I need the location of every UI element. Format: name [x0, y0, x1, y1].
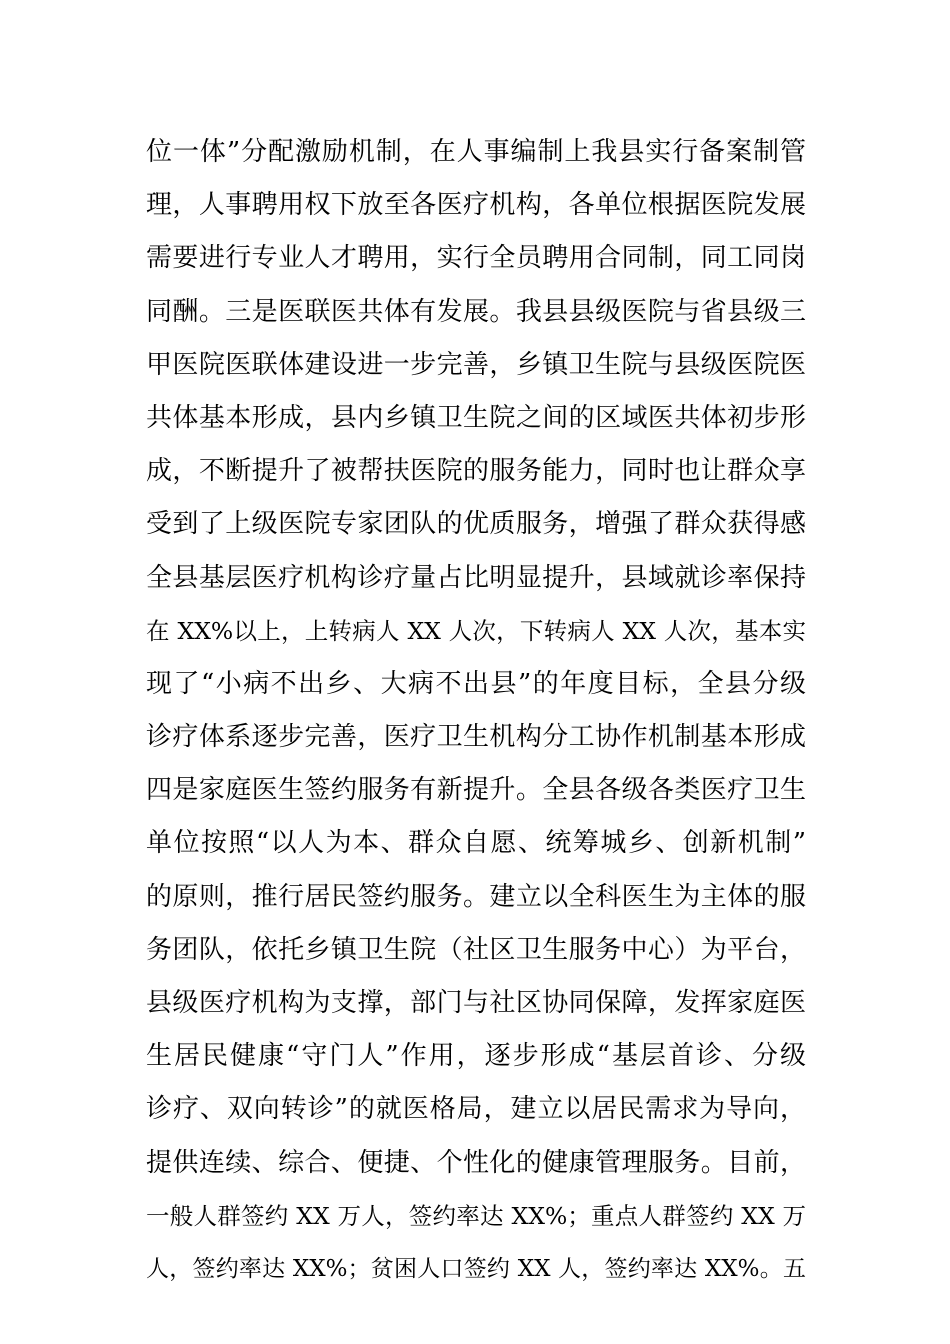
text-line-21: 一般人群签约 XX 万人，签约率达 XX%；重点人群签约 XX 万 [146, 1201, 806, 1230]
text-line-8: 受到了上级医院专家团队的优质服务，增强了群众获得感 [146, 509, 806, 540]
text-line-18: 生居民健康“守门人”作用，逐步形成“基层首诊、分级 [146, 1041, 806, 1072]
text-line-2: 理，人事聘用权下放至各医疗机构，各单位根据医院发展 [146, 190, 806, 221]
text-line-5: 甲医院医联体建设进一步完善，乡镇卫生院与县级医院医 [146, 349, 806, 380]
text-line-7: 成，不断提升了被帮扶医院的服务能力，同时也让群众享 [146, 456, 806, 487]
text-line-17: 县级医疗机构为支撑，部门与社区协同保障，发挥家庭医 [146, 988, 806, 1018]
text-line-10: 在 XX%以上，上转病人 XX 人次，下转病人 XX 人次，基本实 [146, 616, 806, 645]
text-line-13: 四是家庭医生签约服务有新提升。全县各级各类医疗卫生 [146, 775, 806, 806]
text-line-15: 的原则，推行居民签约服务。建立以全科医生为主体的服 [146, 881, 806, 912]
text-line-20: 提供连续、综合、便捷、个性化的健康管理服务。目前， [146, 1147, 806, 1178]
text-line-14: 单位按照“以人为本、群众自愿、统筹城乡、创新机制” [146, 828, 806, 859]
text-line-4: 同酬。三是医联医共体有发展。我县县级医院与省县级三 [146, 296, 806, 327]
text-line-11: 现了“小病不出乡、大病不出县”的年度目标，全县分级 [146, 668, 806, 699]
text-line-9: 全县基层医疗机构诊疗量占比明显提升，县域就诊率保持 [146, 562, 806, 593]
text-line-16: 务团队，依托乡镇卫生院（社区卫生服务中心）为平台， [146, 934, 806, 965]
body-text [146, 126, 806, 1296]
text-line-19: 诊疗、双向转诊”的就医格局，建立以居民需求为导向， [146, 1094, 806, 1125]
text-line-3: 需要进行专业人才聘用，实行全员聘用合同制，同工同岗 [146, 243, 806, 274]
text-line-1: 位一体”分配激励机制，在人事编制上我县实行备案制管 [146, 137, 806, 167]
text-line-22: 人，签约率达 XX%；贫困人口签约 XX 人，签约率达 XX%。五 [146, 1255, 806, 1282]
text-line-12: 诊疗体系逐步完善，医疗卫生机构分工协作机制基本形成 [146, 722, 806, 753]
text-line-6: 共体基本形成，县内乡镇卫生院之间的区域医共体初步形 [146, 402, 806, 433]
